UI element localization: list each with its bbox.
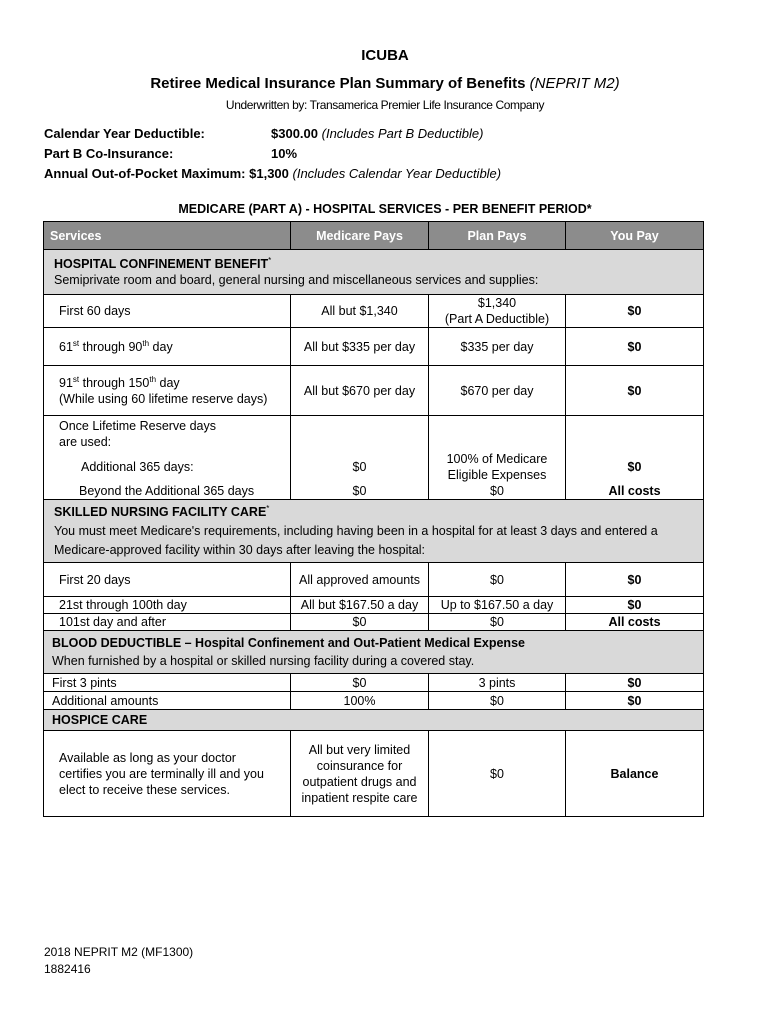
you-pay-cell: $0 <box>566 295 704 328</box>
medicare-cell: All but $1,340 <box>291 295 429 328</box>
service-cell: Available as long as your doctor certifies you are terminally ill and you elect to receive these services. <box>44 731 291 817</box>
plan-cell: Up to $167.50 a day <box>429 597 566 614</box>
header-you-pay: You Pay <box>566 222 704 250</box>
table-row <box>44 328 704 366</box>
table-row <box>44 674 704 692</box>
deductible-row <box>44 124 501 144</box>
plan-cell: $0 <box>429 692 566 710</box>
benefits-table <box>43 221 704 817</box>
medicare-cell: All but $167.50 a day <box>291 597 429 614</box>
deductible-value: $300.00 (Includes Part B Deductible) <box>271 126 484 141</box>
form-number: 1882416 <box>44 962 91 976</box>
hospital-desc: Semiprivate room and board, general nursing and miscellaneous services and supplies: <box>54 273 539 287</box>
section-title: MEDICARE (PART A) - HOSPITAL SERVICES - PER BENEFIT PERIOD* <box>178 202 592 216</box>
service-cell: 21st through 100th day <box>44 597 291 614</box>
service-cell: 101st day and after <box>44 614 291 631</box>
snf-section-header: SKILLED NURSING FACILITY CARE* You must meet Medicare's requirements, including having been in a hospital for at least 3 days and entered a Medicare-approved facility within 30 days after leaving the hospital: <box>44 500 704 563</box>
medicare-cell: $0 <box>291 674 429 692</box>
service-cell: First 20 days <box>44 563 291 597</box>
service-cell: First 60 days <box>44 295 291 328</box>
coinsurance-label: Part B Co-Insurance: <box>44 146 174 161</box>
coinsurance-value: 10% <box>271 146 298 161</box>
plan-title-text: Retiree Medical Insurance Plan Summary of Benefits <box>150 75 526 92</box>
table-header-row <box>44 222 704 250</box>
document-title: ICUBA <box>361 47 409 64</box>
plan-cell: $0 <box>429 731 566 817</box>
service-cell: 61st through 90th day <box>44 328 291 366</box>
plan-title <box>0 75 770 92</box>
oop-label: Annual Out-of-Pocket Maximum: $1,300 <box>44 166 289 181</box>
medicare-cell: $0 $0 <box>291 416 429 500</box>
you-pay-cell: All costs <box>566 614 704 631</box>
medicare-cell: All but $335 per day <box>291 328 429 366</box>
plan-cell: 100% of Medicare Eligible Expenses $0 <box>429 416 566 500</box>
you-pay-cell: $0 <box>566 563 704 597</box>
blood-desc: When furnished by a hospital or skilled nursing facility during a covered stay. <box>52 654 475 668</box>
deductible-label: Calendar Year Deductible: <box>44 126 205 141</box>
header-services: Services <box>44 222 291 250</box>
medicare-cell: $0 <box>291 614 429 631</box>
you-pay-cell: $0 All costs <box>566 416 704 500</box>
service-cell: Once Lifetime Reserve days are used: Additional 365 days: Beyond the Additional 365 days <box>44 416 291 500</box>
hospital-section-header: HOSPITAL CONFINEMENT BENEFIT* Semiprivate room and board, general nursing and miscellaneous services and supplies: <box>44 250 704 295</box>
hospice-section-header <box>44 710 704 731</box>
service-cell: Additional amounts <box>44 692 291 710</box>
table-row <box>44 597 704 614</box>
medicare-cell: All but $670 per day <box>291 366 429 416</box>
footer <box>44 944 193 978</box>
plan-cell: $670 per day <box>429 366 566 416</box>
plan-cell: 3 pints <box>429 674 566 692</box>
medicare-cell: 100% <box>291 692 429 710</box>
hospice-title: HOSPICE CARE <box>52 713 148 727</box>
underwritten-by: Underwritten by: Transamerica Premier Life Insurance Company <box>225 98 545 112</box>
form-code: 2018 NEPRIT M2 (MF1300) <box>44 945 194 959</box>
you-pay-cell: $0 <box>566 674 704 692</box>
snf-desc: You must meet Medicare's requirements, including having been in a hospital for at least 3 days and entered a Medicare-approved facility within 30 days after leaving the hospital: <box>54 523 658 557</box>
table-row <box>44 692 704 710</box>
plan-cell: $335 per day <box>429 328 566 366</box>
snf-title: SKILLED NURSING FACILITY CARE <box>54 504 267 519</box>
you-pay-cell: $0 <box>566 597 704 614</box>
coinsurance-row <box>44 144 501 164</box>
oop-row <box>44 164 501 184</box>
you-pay-cell: $0 <box>566 328 704 366</box>
you-pay-cell: $0 <box>566 692 704 710</box>
plan-cell: $0 <box>429 563 566 597</box>
service-cell: 91st through 150th day (While using 60 lifetime reserve days) <box>44 366 291 416</box>
you-pay-cell: Balance <box>566 731 704 817</box>
table-row <box>44 295 704 328</box>
blood-title: BLOOD DEDUCTIBLE – Hospital Confinement and Out-Patient Medical Expense <box>52 636 525 650</box>
medicare-cell: All approved amounts <box>291 563 429 597</box>
header-medicare-pays: Medicare Pays <box>291 222 429 250</box>
plan-cell: $0 <box>429 614 566 631</box>
header-plan-pays: Plan Pays <box>429 222 566 250</box>
blood-section-header <box>44 631 704 674</box>
plan-summary <box>44 124 501 184</box>
medicare-cell: All but very limited coinsurance for outpatient drugs and inpatient respite care <box>291 731 429 817</box>
hospital-title: HOSPITAL CONFINEMENT BENEFIT <box>54 257 269 271</box>
table-row <box>44 416 704 500</box>
table-row <box>44 366 704 416</box>
oop-note: (Includes Calendar Year Deductible) <box>292 166 502 181</box>
you-pay-cell: $0 <box>566 366 704 416</box>
plan-cell: $1,340 (Part A Deductible) <box>429 295 566 328</box>
plan-code: (NEPRIT M2) <box>529 75 620 92</box>
service-cell: First 3 pints <box>44 674 291 692</box>
table-row <box>44 614 704 631</box>
table-row <box>44 731 704 817</box>
table-row <box>44 563 704 597</box>
